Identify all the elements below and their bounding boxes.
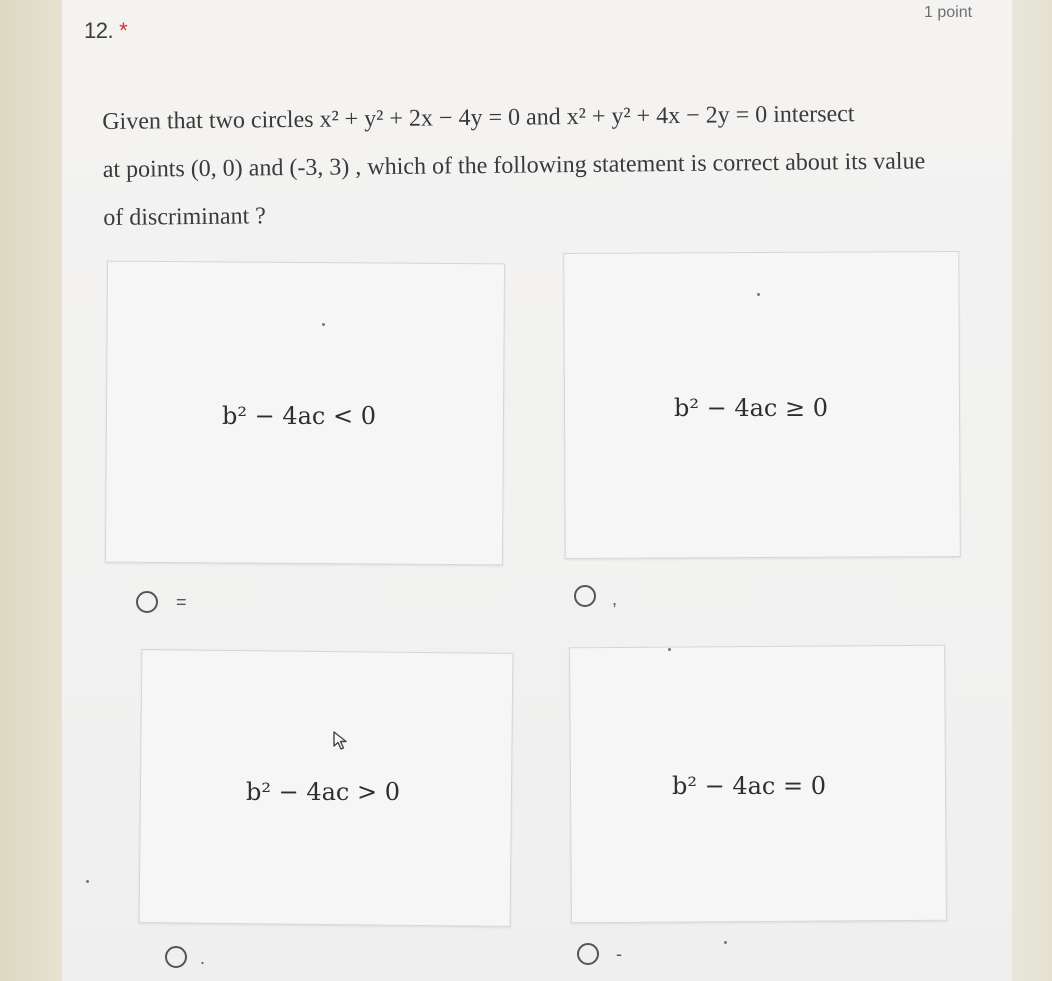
- dust-speck: [668, 648, 671, 651]
- radio-option-b[interactable]: [574, 585, 596, 607]
- radio-option-d[interactable]: [577, 943, 599, 965]
- option-formula-d: b² − 4ac = 0: [672, 772, 827, 800]
- question-line-3: of discriminant ?: [103, 203, 267, 231]
- required-marker: *: [119, 18, 128, 43]
- dust-speck: [86, 880, 89, 883]
- dust-speck: [757, 293, 760, 296]
- question-line-1: Given that two circles x² + y² + 2x − 4y = 0 and x² + y² + 4x − 2y = 0 intersect: [102, 101, 855, 135]
- question-line-2: at points (0, 0) and (-3, 3) , which of the following statement is correct about its value: [102, 148, 926, 183]
- radio-option-c[interactable]: [165, 946, 187, 968]
- option-suffix-d: -: [616, 944, 622, 964]
- question-text: [102, 89, 983, 242]
- option-suffix-b: ,: [612, 589, 618, 609]
- option-formula-b: b² − 4ac ≥ 0: [674, 394, 829, 422]
- dust-speck: [724, 941, 727, 944]
- points-label: 1 point: [924, 4, 973, 21]
- radio-option-a[interactable]: [136, 591, 158, 613]
- option-suffix-c: .: [200, 948, 206, 968]
- option-suffix-a: =: [176, 592, 187, 612]
- question-number: 12. *: [84, 18, 128, 43]
- option-formula-a: b² − 4ac < 0: [222, 402, 377, 430]
- dust-speck: [322, 323, 325, 326]
- mouse-pointer-icon: [332, 731, 350, 751]
- option-formula-c: b² − 4ac > 0: [246, 778, 401, 806]
